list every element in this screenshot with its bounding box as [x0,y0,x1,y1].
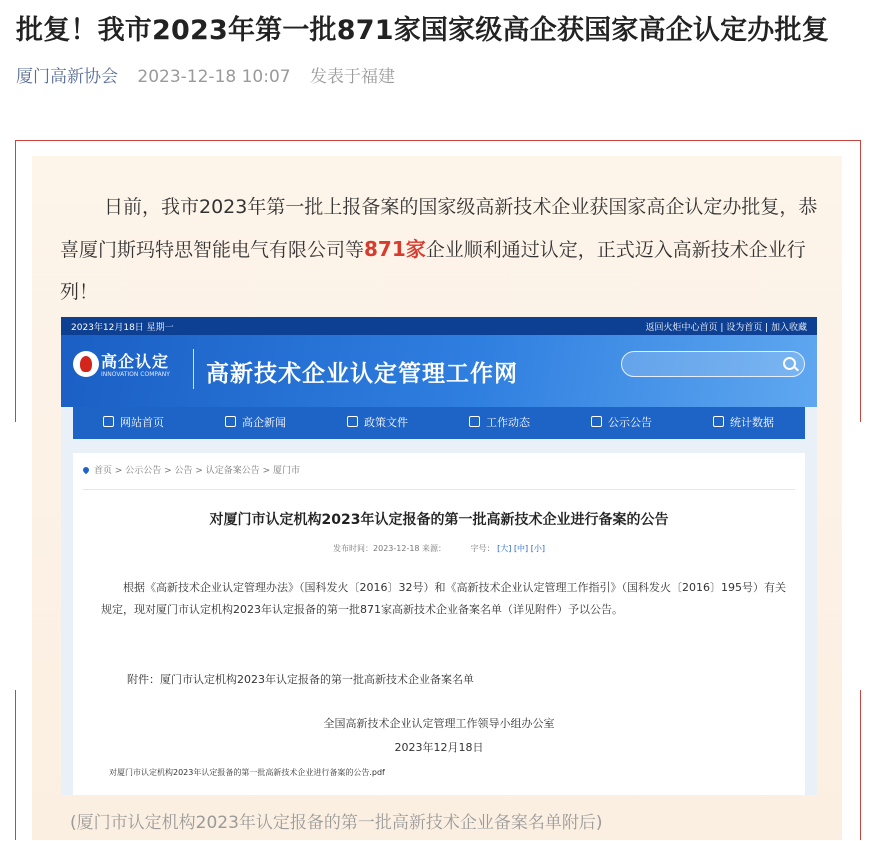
site-top-links: 返回火炬中心首页 | 设为首页 | 加入收藏 [645,323,807,333]
nav-work: 工作动态 [469,407,530,439]
breadcrumb-divider [83,489,795,490]
news-icon [225,416,236,427]
article-meta [16,62,395,87]
nav-notice: 公示公告 [591,407,652,439]
nav-policy: 政策文件 [347,407,408,439]
breadcrumb: 首页 > 公示公告 > 公告 > 认定备案公告 > 厦门市 [83,463,300,476]
frame-left-line [15,140,16,422]
site-date: 2023年12月18日 星期一 [71,323,174,333]
nav-home: 网站首页 [103,407,164,439]
doc-meta [73,543,805,554]
embedded-screenshot[interactable] [61,317,817,795]
doc-font-size-options: [大] [中] [小] [497,544,545,553]
site-content [73,453,805,795]
article-title: 批复！我市2023年第一批871家国家级高企获国家高企认定办批复 [16,15,829,46]
site-logo-text: 高企认定 [101,352,170,371]
doc-title: 对厦门市认定机构2023年认定报备的第一批高新技术企业进行备案的公告 [209,512,669,528]
home-icon [103,416,114,427]
doc-meta-size-label: 字号： [470,544,495,553]
chart-icon [713,416,724,427]
site-logo-subtext: INNOVATION COMPANY [101,371,170,378]
doc-pdf-link: 对厦门市认定机构2023年认定报备的第一批高新技术企业进行备案的公告.pdf [109,768,385,777]
search-icon [783,357,796,370]
intro-text-1: 日前，我市2023年第一批上报备案的国家级高新技术企业获国家高企认定办批复，恭喜厦门斯玛特思智能电气有限公司等 [60,196,818,261]
briefcase-icon [591,416,602,427]
doc-meta-time: 发布时间：2023-12-18 来源： [333,544,447,553]
intro-paragraph [60,186,830,313]
publish-location: 发表于福建 [310,67,396,87]
intro-highlight: 871家 [364,237,426,261]
frame-left-line-bottom [15,690,16,840]
send-icon [469,416,480,427]
site-search-box [621,351,805,377]
author-link[interactable]: 厦门高新协会 [16,67,118,87]
site-name: 高新技术企业认定管理工作网 [206,360,518,387]
site-logo-icon [73,351,99,377]
nav-stats: 统计数据 [713,407,774,439]
site-banner [61,335,817,407]
location-pin-icon [82,466,90,474]
site-nav [73,407,805,439]
logo-divider [193,349,194,389]
image-caption: (厦门市认定机构2023年认定报备的第一批高新技术企业备案名单附后) [70,813,603,833]
doc-body: 根据《高新技术企业认定管理办法》（国科发火〔2016〕32号）和《高新技术企业认定管理工作指引》（国科发火〔2016〕195号）有关规定，现对厦门市认定机构2023年认定报备的第一批871家高新技术企业备案名单（详见附件）予以公告。 [101,581,786,616]
intro-text-2: 企业顺利通过认定，正式迈入高新技术企业行列！ [60,239,806,303]
frame-right-line-bottom [860,690,861,840]
site-topbar [61,317,817,335]
doc-organization: 全国高新技术企业认定管理工作领导小组办公室 [323,717,555,730]
document-icon [347,416,358,427]
doc-date: 2023年12月18日 [394,741,484,754]
publish-time: 2023-12-18 10:07 [137,67,291,87]
nav-news: 高企新闻 [225,407,286,439]
frame-right-line [860,140,861,422]
doc-attachment: 附件：厦门市认定机构2023年认定报备的第一批高新技术企业备案名单 [127,673,474,686]
